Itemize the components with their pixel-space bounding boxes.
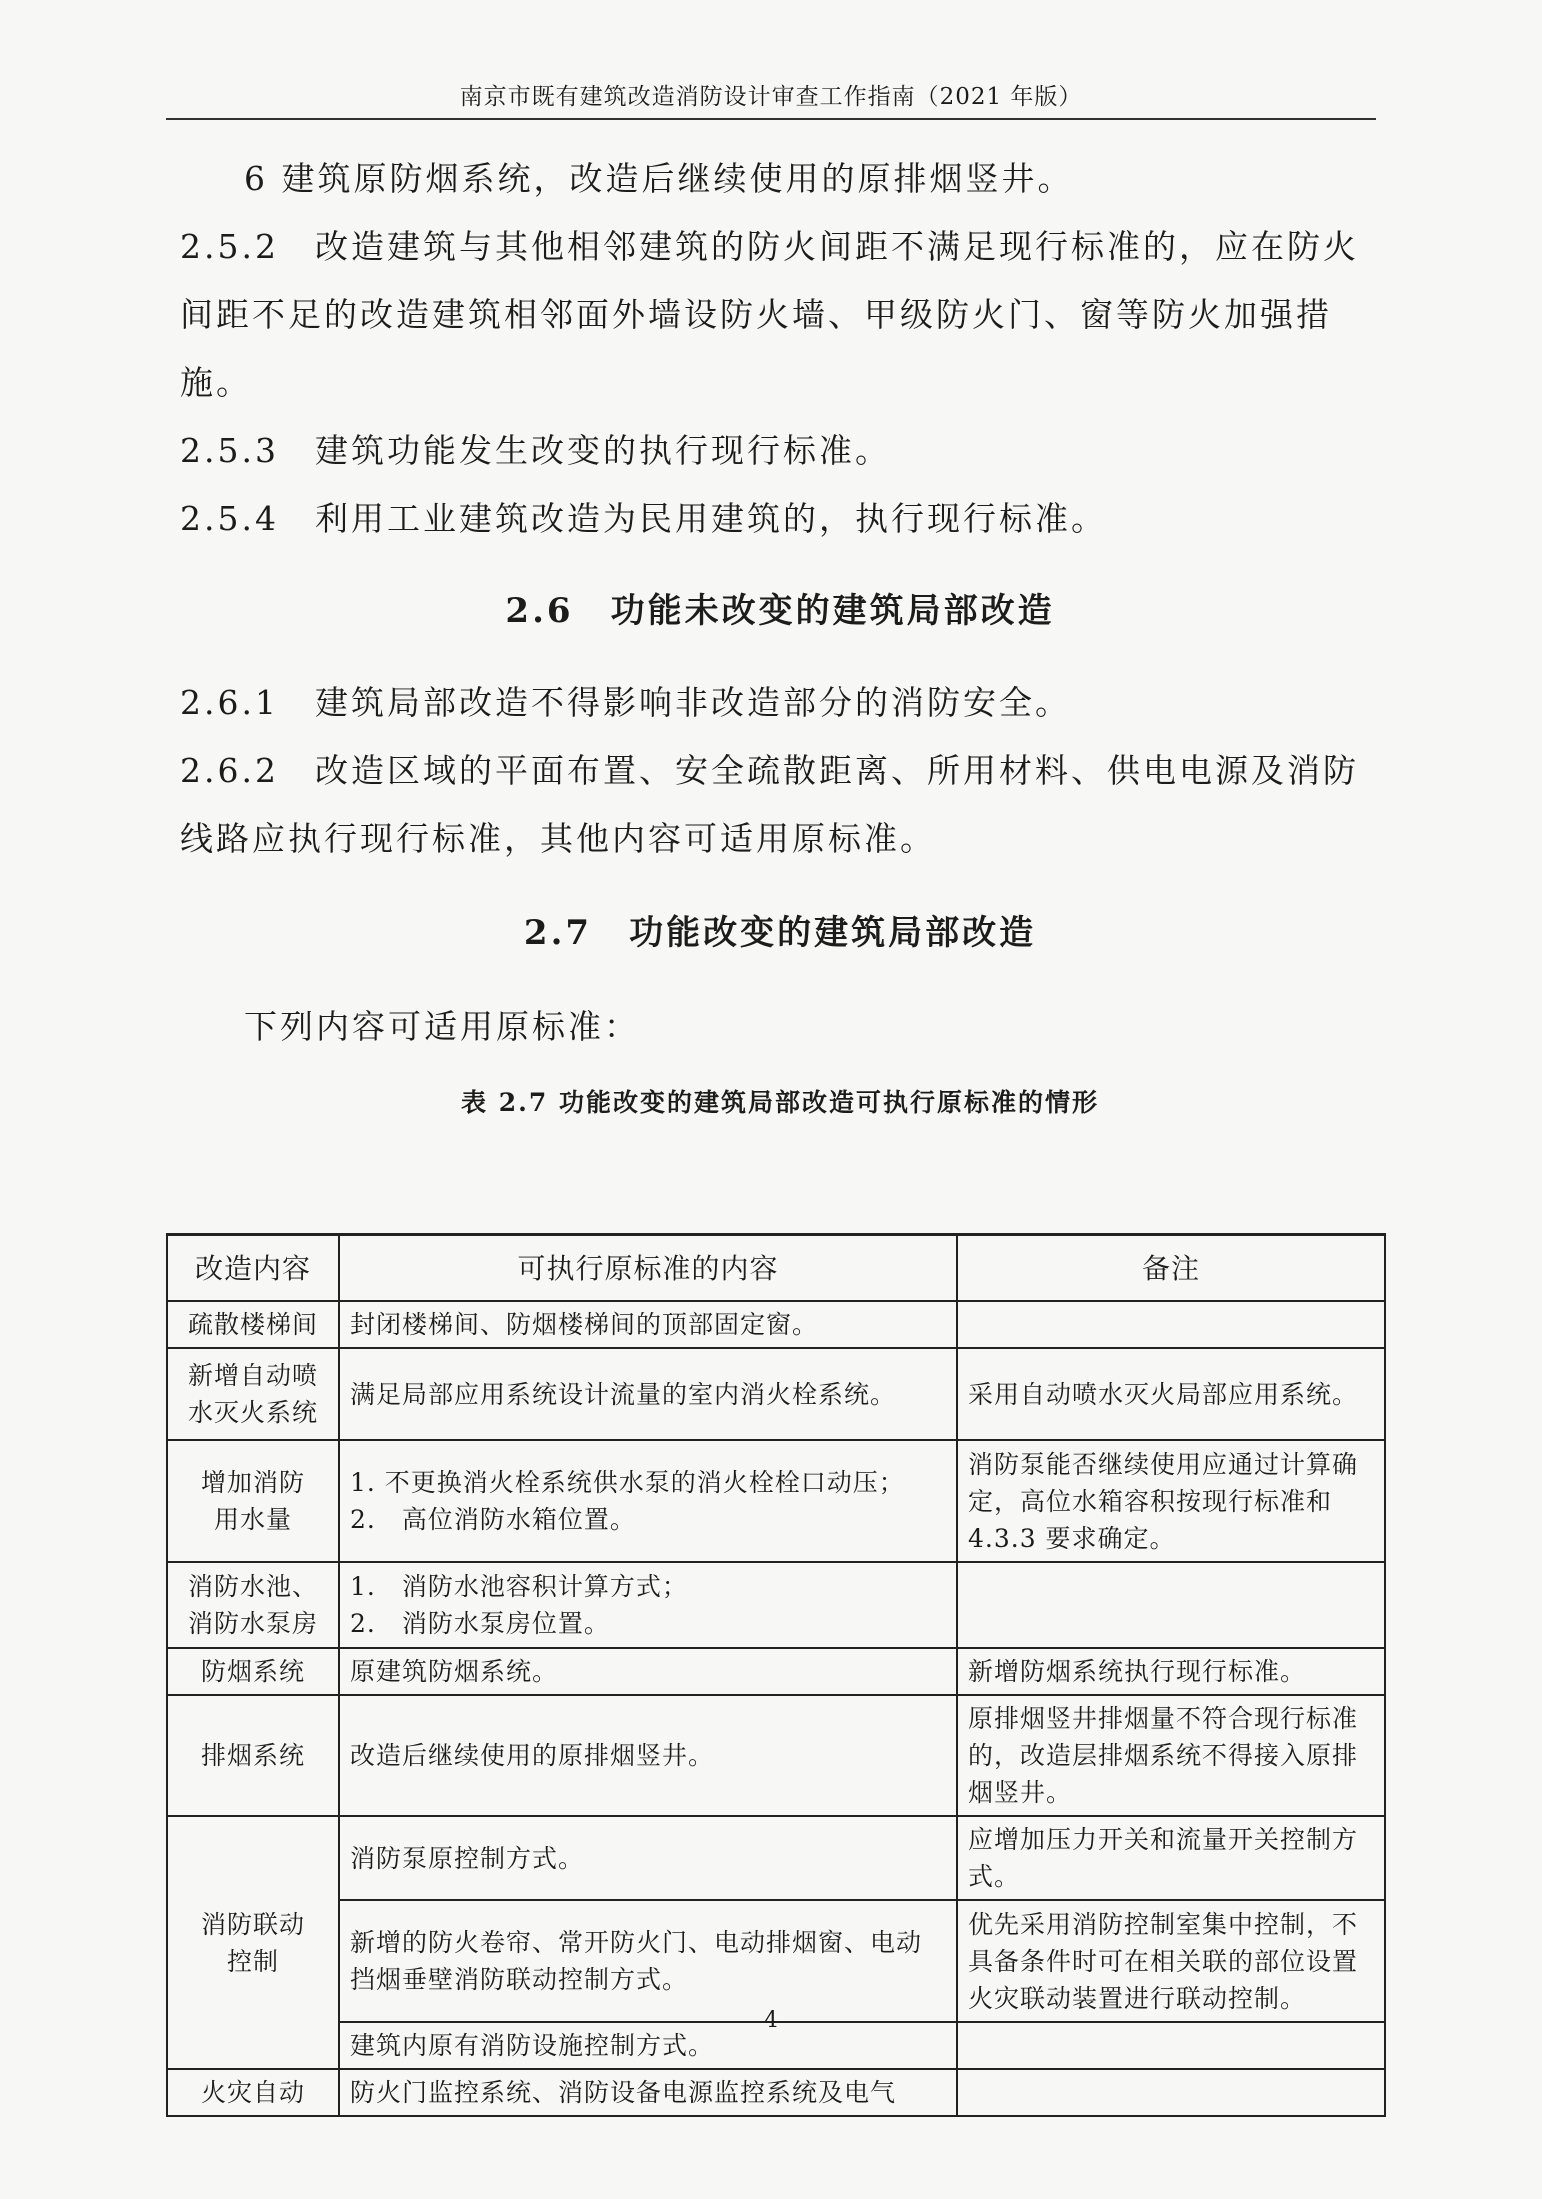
- clause-2-5-3: [180, 417, 1380, 485]
- intro-paragraph: 下列内容可适用原标准：: [244, 1007, 640, 1046]
- table-row: [167, 1440, 1385, 1562]
- body-text: [180, 145, 1380, 1135]
- cell-note: 应增加压力开关和流量开关控制方式。: [957, 1816, 1385, 1900]
- clause-2-6-1: [180, 669, 1380, 737]
- cell-note: 消防泵能否继续使用应通过计算确定，高位水箱容积按现行标准和 4.3.3 要求确定。: [957, 1440, 1385, 1562]
- column-header: 改造内容: [167, 1235, 339, 1302]
- cell-content: 防火门监控系统、消防设备电源监控系统及电气: [339, 2069, 957, 2116]
- section-title-2-7: 2.7 功能改变的建筑局部改造: [523, 913, 1037, 953]
- cell-note: 优先采用消防控制室集中控制，不具备条件时可在相关联的部位设置火灾联动装置进行联动控制。: [957, 1900, 1385, 2022]
- cell-item: 防烟系统: [167, 1648, 339, 1695]
- clause-text: 改造建筑与其他相邻建筑的防火间距不满足现行标准的，应在防火间距不足的改造建筑相邻面外墙设防火墙、甲级防火门、窗等防火加强措施。: [180, 227, 1359, 402]
- cell-note: 新增防烟系统执行现行标准。: [957, 1648, 1385, 1695]
- cell-item: 消防水池、 消防水泵房: [167, 1562, 339, 1648]
- clause-number: 2.5.4: [180, 499, 279, 538]
- clause-text: 利用工业建筑改造为民用建筑的，执行现行标准。: [315, 499, 1107, 538]
- clause-2-5-2: [180, 213, 1380, 417]
- table-header-row: [167, 1235, 1385, 1302]
- table-row: [167, 2069, 1385, 2116]
- clause-text: 建筑局部改造不得影响非改造部分的消防安全。: [315, 683, 1071, 722]
- clause-number: 2.5.3: [180, 431, 279, 470]
- standards-table: [166, 1233, 1386, 2117]
- table-row: [167, 1648, 1385, 1695]
- cell-note: 原排烟竖井排烟量不符合现行标准的，改造层排烟系统不得接入原排烟竖井。: [957, 1695, 1385, 1816]
- cell-item: 火灾自动: [167, 2069, 339, 2116]
- clause-number: 2.6.1: [180, 683, 279, 722]
- column-header: 可执行原标准的内容: [339, 1235, 957, 1302]
- page-number: 4: [764, 2008, 778, 2033]
- cell-item: 新增自动喷 水灭火系统: [167, 1348, 339, 1440]
- cell-content: 1. 消防水池容积计算方式； 2. 消防水泵房位置。: [339, 1562, 957, 1648]
- cell-content: 封闭楼梯间、防烟楼梯间的顶部固定窗。: [339, 1301, 957, 1348]
- cell-content: 原建筑防烟系统。: [339, 1648, 957, 1695]
- table-row: [167, 1301, 1385, 1348]
- cell-note: 采用自动喷水灭火局部应用系统。: [957, 1348, 1385, 1440]
- cell-content: 改造后继续使用的原排烟竖井。: [339, 1695, 957, 1816]
- clause-text: 改造区域的平面布置、安全疏散距离、所用材料、供电电源及消防线路应执行现行标准，其他内容可适用原标准。: [180, 751, 1359, 858]
- cell-item: 消防联动 控制: [167, 1816, 339, 2069]
- table-row: [167, 1695, 1385, 1816]
- column-header: 备注: [957, 1235, 1385, 1302]
- table-row: [167, 1562, 1385, 1648]
- paragraph-item-6: 6 建筑原防烟系统，改造后继续使用的原排烟竖井。: [244, 159, 1074, 198]
- header-rule: [166, 118, 1376, 120]
- clause-number: 2.6.2: [180, 751, 279, 790]
- running-header: 南京市既有建筑改造消防设计审查工作指南（2021 年版）: [459, 84, 1083, 110]
- table-caption: 表 2.7 功能改变的建筑局部改造可执行原标准的情形: [461, 1088, 1099, 1117]
- table-row: [167, 1348, 1385, 1440]
- clause-number: 2.5.2: [180, 227, 279, 266]
- clause-text: 建筑功能发生改变的执行现行标准。: [315, 431, 891, 470]
- cell-content: 建筑内原有消防设施控制方式。: [339, 2022, 957, 2069]
- cell-content: 消防泵原控制方式。: [339, 1816, 957, 1900]
- cell-note: [957, 1562, 1385, 1648]
- table-row: [167, 1900, 1385, 2022]
- clause-2-6-2: [180, 737, 1380, 873]
- cell-item: 疏散楼梯间: [167, 1301, 339, 1348]
- cell-content: 新增的防火卷帘、常开防火门、电动排烟窗、电动挡烟垂壁消防联动控制方式。: [339, 1900, 957, 2022]
- table-row: [167, 1816, 1385, 1900]
- cell-content: 满足局部应用系统设计流量的室内消火栓系统。: [339, 1348, 957, 1440]
- cell-content: 1. 不更换消火栓系统供水泵的消火栓栓口动压； 2. 高位消防水箱位置。: [339, 1440, 957, 1562]
- cell-note: [957, 2069, 1385, 2116]
- clause-2-5-4: [180, 485, 1380, 553]
- cell-note: [957, 1301, 1385, 1348]
- section-title-2-6: 2.6 功能未改变的建筑局部改造: [505, 591, 1055, 631]
- cell-item: 排烟系统: [167, 1695, 339, 1816]
- cell-item: 增加消防 用水量: [167, 1440, 339, 1562]
